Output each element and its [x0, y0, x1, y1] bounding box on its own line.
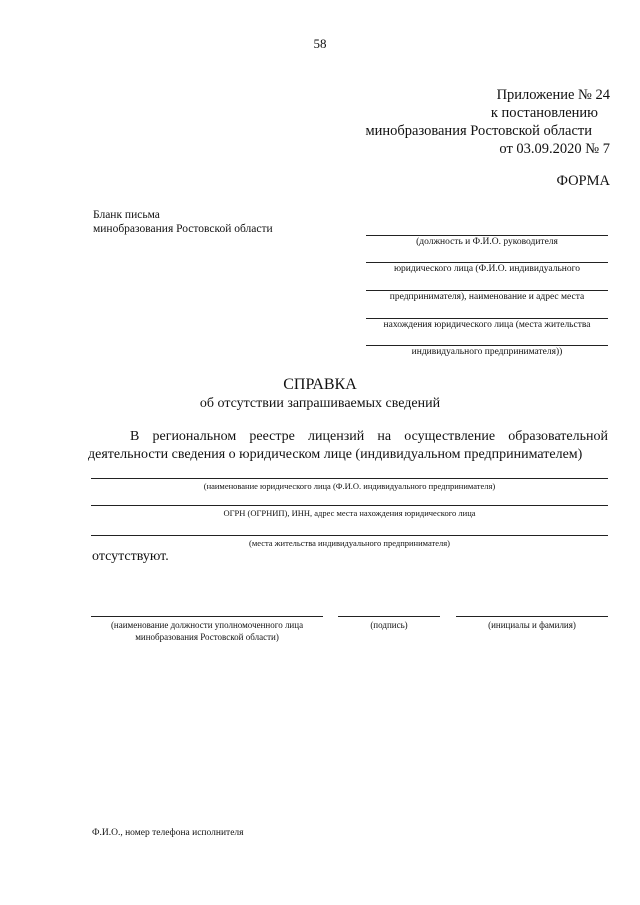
- recipient-caption-3: предпринимателя), наименование и адрес места: [389, 292, 585, 302]
- fill-caption-3: (места жительства индивидуального предпринимателя): [249, 538, 450, 548]
- fill-line-3: [91, 535, 608, 536]
- executor-footer: Ф.И.О., номер телефона исполнителя: [92, 828, 244, 838]
- fill-line-1: [91, 478, 608, 479]
- fill-caption-1: (наименование юридического лица (Ф.И.О. индивидуального предпринимателя): [203, 481, 496, 491]
- fill-caption-2: ОГРН (ОГРНИП), ИНН, адрес места нахождения юридического лица: [223, 508, 476, 518]
- appendix-line-3: минобразования Ростовской области: [365, 123, 592, 139]
- appendix-line-1: Приложение № 24: [496, 87, 610, 103]
- body-paragraph: В региональном реестре лицензий на осуществление образовательной деятельности сведения о юридическом лице (индивидуальном предпринимателем): [88, 429, 608, 462]
- appendix-line-2: к постановлению: [490, 105, 598, 121]
- letterhead: [93, 208, 273, 236]
- appendix-line-4: от 03.09.2020 № 7: [499, 141, 610, 157]
- name-caption: (инициалы и фамилия): [488, 620, 576, 630]
- letterhead-line-2: минобразования Ростовской области: [93, 223, 273, 235]
- fill-line-2: [91, 505, 608, 506]
- position-caption-line-1: (наименование должности уполномоченного лица: [110, 620, 304, 630]
- recipient-line-5: [366, 345, 608, 346]
- signature-line: [338, 616, 440, 617]
- recipient-caption-5: индивидуального предпринимателя)): [411, 347, 563, 357]
- document-subtitle: об отсутствии запрашиваемых сведений: [199, 396, 441, 411]
- recipient-caption-2: юридического лица (Ф.И.О. индивидуального: [393, 264, 581, 274]
- absent-text: отсутствуют.: [92, 549, 169, 564]
- document-title: СПРАВКА: [283, 376, 357, 393]
- recipient-line-4: [366, 318, 608, 319]
- name-line: [456, 616, 608, 617]
- page-number: 58: [313, 36, 327, 51]
- recipient-line-3: [366, 290, 608, 291]
- position-line: [91, 616, 323, 617]
- recipient-line-2: [366, 262, 608, 263]
- signature-caption: (подпись): [370, 620, 408, 630]
- form-label: ФОРМА: [556, 173, 610, 189]
- recipient-line-1: [366, 235, 608, 236]
- position-caption: [84, 619, 330, 643]
- position-caption-line-2: минобразования Ростовской области): [135, 632, 279, 642]
- letterhead-line-1: Бланк письма: [93, 209, 160, 221]
- recipient-caption-1: (должность и Ф.И.О. руководителя: [416, 237, 558, 247]
- recipient-caption-4: нахождения юридического лица (места жительства: [383, 320, 591, 330]
